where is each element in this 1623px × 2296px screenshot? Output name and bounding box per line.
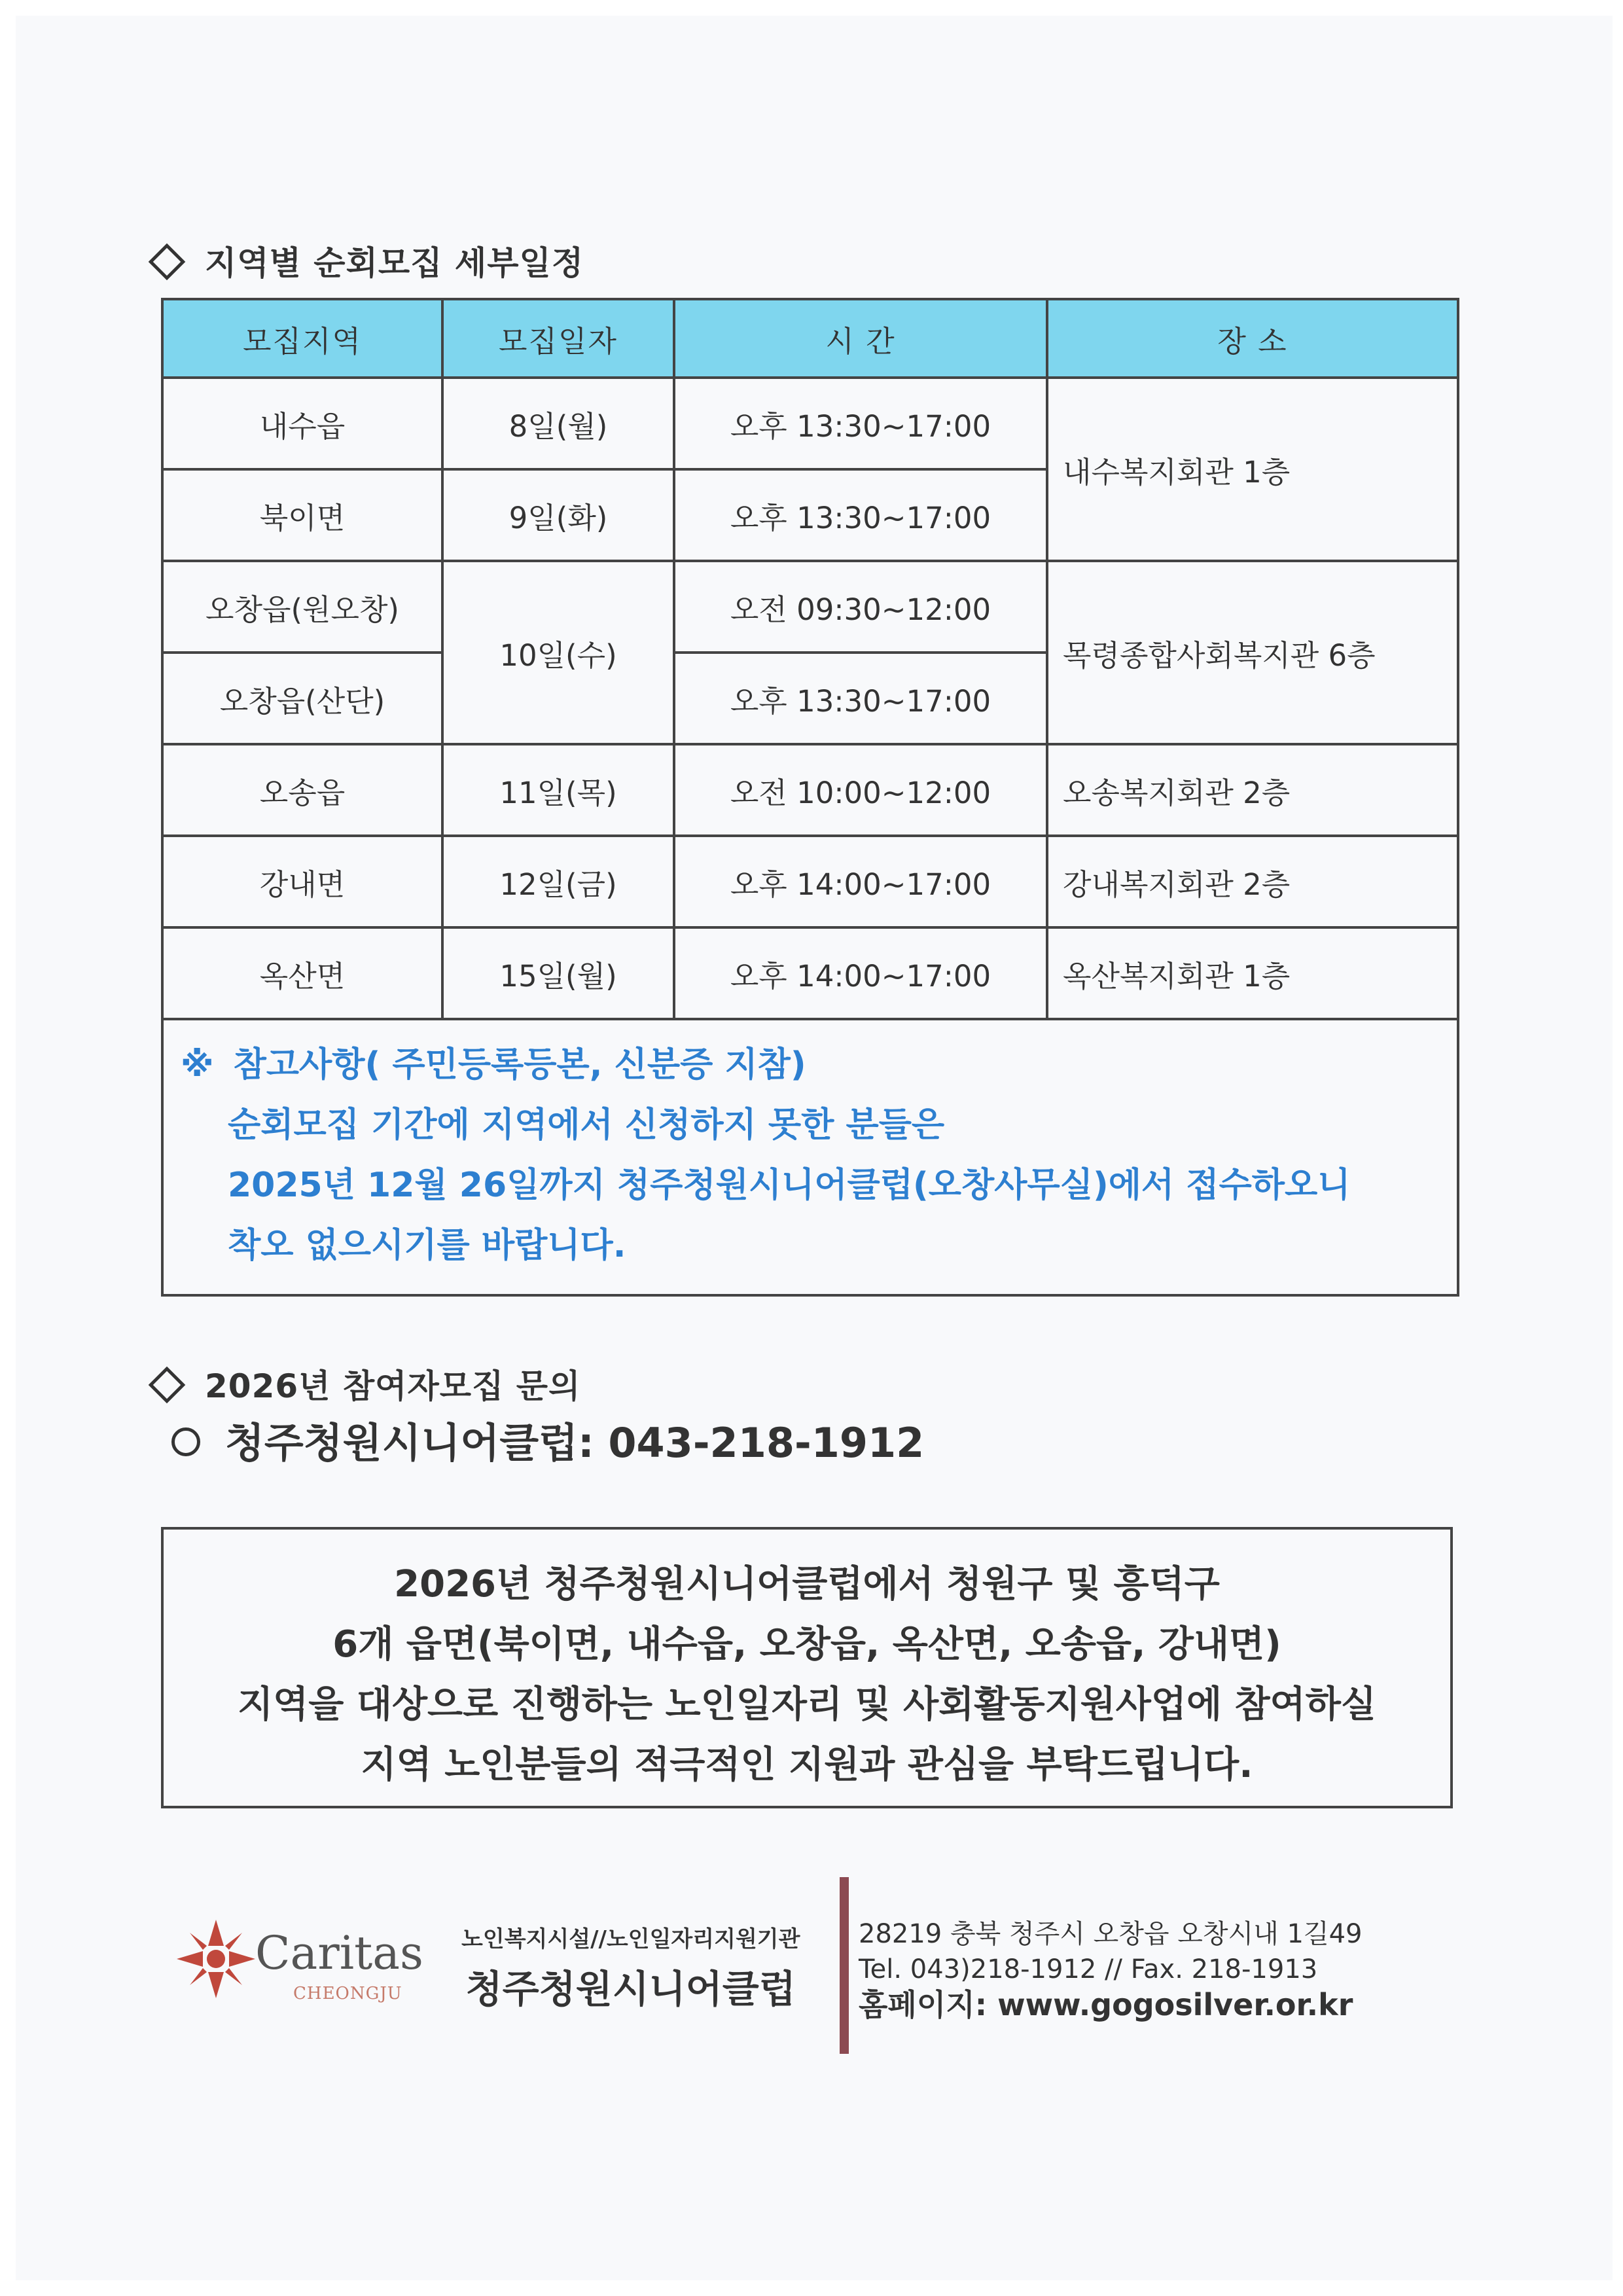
date-cell: 8일(월) xyxy=(442,378,674,469)
table-row xyxy=(162,927,1458,1019)
table-row xyxy=(162,378,1458,469)
organization-block xyxy=(461,1921,800,2013)
time-cell: 오후 13:30~17:00 xyxy=(674,653,1047,744)
notice-box xyxy=(161,1527,1453,1808)
note-line-3: 2025년 12월 26일까지 청주청원시니어클럽(오창사무실)에서 접수하오니 xyxy=(228,1166,1351,1205)
notice-line-3: 지역을 대상으로 진행하는 노인일자리 및 사회활동지원사업에 참여하실 xyxy=(238,1683,1376,1726)
diamond-bullet-icon xyxy=(149,243,186,280)
date-cell: 15일(월) xyxy=(442,927,674,1019)
schedule-section-title-text: 지역별 순회모집 세부일정 xyxy=(205,244,584,282)
notice-line-4: 지역 노인분들의 적극적인 지원과 관심을 부탁드립니다. xyxy=(361,1744,1253,1786)
inquiry-section-title-text: 2026년 참여자모집 문의 xyxy=(205,1367,581,1405)
notice-line-2: 6개 읍면(북이면, 내수읍, 오창읍, 옥산면, 오송읍, 강내면) xyxy=(332,1623,1281,1666)
note-heading: 참고사항( 주민등록등본, 신분증 지참) xyxy=(233,1045,806,1085)
place-cell: 강내복지회관 2층 xyxy=(1047,836,1458,927)
caritas-logo xyxy=(177,1913,425,2011)
region-cell: 내수읍 xyxy=(162,378,442,469)
inquiry-section-title xyxy=(154,1360,580,1407)
place-cell: 내수복지회관 1층 xyxy=(1047,378,1458,561)
table-row xyxy=(162,836,1458,927)
place-cell: 오송복지회관 2층 xyxy=(1047,744,1458,836)
caritas-wordmark: Caritas xyxy=(255,1926,423,1980)
time-cell: 오후 14:00~17:00 xyxy=(674,927,1047,1019)
time-cell: 오전 10:00~12:00 xyxy=(674,744,1047,836)
address-block xyxy=(859,1916,1363,2022)
date-cell: 12일(금) xyxy=(442,836,674,927)
time-cell: 오후 13:30~17:00 xyxy=(674,469,1047,561)
region-cell: 오창읍(산단) xyxy=(162,653,442,744)
note-mark: ※ xyxy=(181,1045,214,1085)
notice-line-1: 2026년 청주청원시니어클럽에서 청원구 및 흥덕구 xyxy=(394,1563,1220,1605)
homepage-link[interactable]: 홈페이지: www.gogosilver.or.kr xyxy=(859,1987,1353,2022)
note-line-2: 순회모집 기간에 지역에서 신청하지 못한 분들은 xyxy=(228,1105,945,1145)
header-date: 모집일자 xyxy=(442,299,674,378)
organization-subtitle: 노인복지시설//노인일자리지원기관 xyxy=(461,1926,800,1952)
table-row xyxy=(162,561,1458,653)
header-time: 시 간 xyxy=(674,299,1047,378)
time-cell: 오전 09:30~12:00 xyxy=(674,561,1047,653)
header-region: 모집지역 xyxy=(162,299,442,378)
note-row xyxy=(162,1019,1458,1295)
schedule-section-title xyxy=(154,237,584,284)
diamond-bullet-icon xyxy=(149,1366,186,1403)
date-cell: 10일(수) xyxy=(442,561,674,744)
date-cell: 9일(화) xyxy=(442,469,674,561)
region-cell: 강내면 xyxy=(162,836,442,927)
note-line-1 xyxy=(181,1035,1440,1095)
contact-line xyxy=(171,1410,924,1469)
note-line-4: 착오 없으시기를 바랍니다. xyxy=(228,1226,626,1265)
date-cell: 11일(목) xyxy=(442,744,674,836)
schedule-table xyxy=(161,298,1459,1297)
place-cell: 목령종합사회복지관 6층 xyxy=(1047,561,1458,744)
region-cell: 오송읍 xyxy=(162,744,442,836)
note-cell xyxy=(162,1019,1458,1295)
region-cell: 옥산면 xyxy=(162,927,442,1019)
address-line: 28219 충북 청주시 오창읍 오창시내 1길49 xyxy=(859,1919,1363,1949)
region-cell: 오창읍(원오창) xyxy=(162,561,442,653)
tel-fax-line: Tel. 043)218-1912 // Fax. 218-1913 xyxy=(859,1954,1318,1984)
region-cell: 북이면 xyxy=(162,469,442,561)
caritas-sub-wordmark: CHEONGJU xyxy=(293,1984,402,2003)
header-place: 장 소 xyxy=(1047,299,1458,378)
time-cell: 오후 14:00~17:00 xyxy=(674,836,1047,927)
footer-divider xyxy=(840,1877,849,2054)
organization-name: 청주청원시니어클럽 xyxy=(465,1967,796,2011)
table-row xyxy=(162,744,1458,836)
time-cell: 오후 13:30~17:00 xyxy=(674,378,1047,469)
caritas-cross-icon xyxy=(177,1920,255,1998)
circle-bullet-icon xyxy=(171,1427,200,1456)
contact-text: 청주청원시니어클럽: 043-218-1912 xyxy=(225,1419,925,1467)
table-header-row xyxy=(162,299,1458,378)
place-cell: 옥산복지회관 1층 xyxy=(1047,927,1458,1019)
